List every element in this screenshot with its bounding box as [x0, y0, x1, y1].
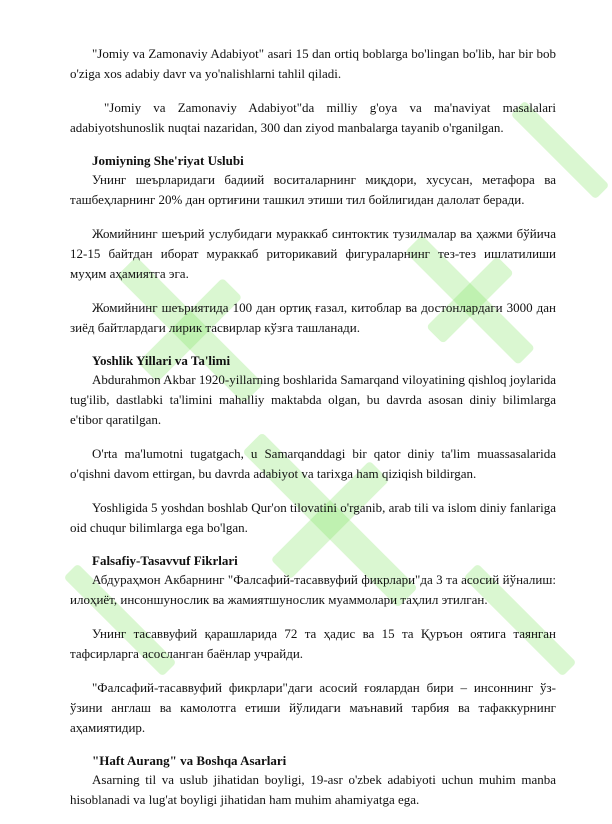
section-heading-haft-aurang: "Haft Aurang" va Boshqa Asarlari — [92, 753, 287, 768]
section-heading-style: Jomiyning She'riyat Uslubi — [92, 153, 244, 168]
section-heading-philosophy: Falsafiy-Tasavvuf Fikrlari — [92, 553, 238, 568]
style-paragraph-3: Жомийнинг шеъриятида 100 дан ортиқ ғазал, китоблар ва достонлардаги 3000 дан зиёд байтлардаги лирик тасвирлар кўзга ташланади. — [70, 300, 556, 335]
youth-paragraph-3: Yoshligida 5 yoshdan boshlab Qur'on tilovatini o'rganib, arab tili va islom diniy fanlariga oid chuqur bilimlarga ega bo'lgan. — [70, 500, 556, 535]
philosophy-paragraph-2: Унинг тасаввуфий қарашларида 72 та ҳадис ва 15 та Қуръон оятига таянган тафсирларга асосланган баёнлар учрайди. — [70, 626, 556, 661]
intro-paragraph-1: "Jomiy va Zamonaviy Adabiyot" asari 15 dan ortiq boblarga bo'lingan bo'lib, har bir bob o'ziga xos adabiy davr va yo'nalishlarni tahlil qiladi. — [70, 46, 556, 81]
document-body — [70, 44, 556, 824]
philosophy-paragraph-3: "Фалсафий-тасаввуфий фикрлари"даги асосий ғоялардан бири – инсоннинг ўз-ўзини англаш ва камолотга етиши йўлидаги маънавий тарбия ва тафаккурнинг аҳамиятидир. — [70, 680, 556, 735]
section-heading-youth: Yoshlik Yillari va Ta'limi — [92, 353, 231, 368]
haft-paragraph-1: Asarning til va uslub jihatidan boyligi, 19-asr o'zbek adabiyoti uchun muhim manba hisoblanadi va lug'at boyligi jihatidan ham muhim ahamiyatga ega. — [70, 772, 556, 807]
style-paragraph-2: Жомийнинг шеърий услубидаги мураккаб синтоктик тузилмалар ва ҳажми бўйича 12-15 байтдан иборат мураккаб риторикавий фигураларнинг тез-тез ишлатилиши муҳим аҳамиятга эга. — [70, 226, 556, 281]
philosophy-paragraph-1: Абдураҳмон Акбарнинг "Фалсафий-тасаввуфий фикрлари"да 3 та асосий йўналиш: илоҳиёт, инсоншунослик ва жамиятшунослик муаммолари таҳлил этилган. — [70, 572, 556, 607]
intro-paragraph-2: "Jomiy va Zamonaviy Adabiyot"da milliy g'oya va ma'naviyat masalalari adabiyotshunoslik nuqtai nazaridan, 300 dan ziyod manbalarga tayanib o'rganilgan. — [70, 100, 556, 135]
style-paragraph-1: Унинг шеърларидаги бадиий воситаларнинг миқдори, хусусан, метафора ва ташбеҳларнинг 20% дан ортиғини ташкил этиши тил бойлигидан далолат беради. — [70, 172, 556, 207]
youth-paragraph-1: Abdurahmon Akbar 1920-yillarning boshlarida Samarqand viloyatining qishloq joylarida tug'ilib, dastlabki ta'limini mahalliy maktabda olgan, bu davrda asosan diniy bilimlarga e'tibor qaratilgan. — [70, 372, 556, 427]
youth-paragraph-2: O'rta ma'lumotni tugatgach, u Samarqanddagi bir qator diniy ta'lim muassasalarida o'qishni davom ettirgan, bu davrda adabiyot va tarixga ham qiziqish bildirgan. — [70, 446, 556, 481]
